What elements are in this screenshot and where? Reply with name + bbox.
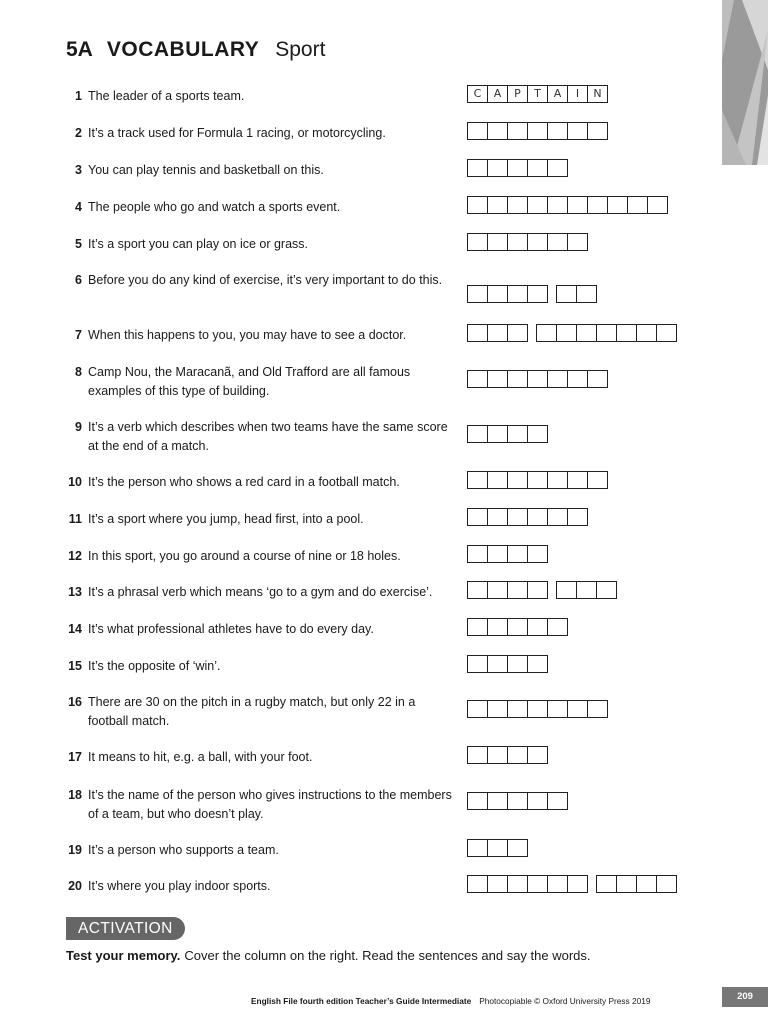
letter-box[interactable] xyxy=(547,875,568,893)
letter-box[interactable] xyxy=(587,370,608,388)
answer-word xyxy=(467,85,608,103)
answer-word xyxy=(467,425,548,443)
letter-box[interactable] xyxy=(527,875,548,893)
item-number: 3 xyxy=(75,163,82,177)
letter-box[interactable] xyxy=(487,196,508,214)
letter-box[interactable] xyxy=(527,581,548,599)
letter-box[interactable] xyxy=(487,746,508,764)
answer-boxes xyxy=(467,85,616,103)
answer-boxes xyxy=(467,324,685,342)
letter-box[interactable] xyxy=(467,655,488,673)
footer-copyright: Photocopiable © Oxford University Press 2019 xyxy=(479,996,651,1006)
letter-box[interactable] xyxy=(616,875,637,893)
clue-text: You can play tennis and basketball on this. xyxy=(88,163,324,177)
clue-text: It’s a sport where you jump, head first, into a pool. xyxy=(88,512,364,526)
letter-box[interactable] xyxy=(527,508,548,526)
letter-box[interactable] xyxy=(467,233,488,251)
letter-box[interactable] xyxy=(556,324,577,342)
letter-box[interactable] xyxy=(507,285,528,303)
answer-boxes xyxy=(467,545,556,563)
activation-instruction-text: Cover the column on the right. Read the sentences and say the words. xyxy=(184,948,591,963)
letter-box[interactable] xyxy=(576,581,597,599)
letter-box[interactable] xyxy=(567,700,588,718)
letter-box[interactable] xyxy=(567,370,588,388)
letter-box[interactable] xyxy=(656,324,677,342)
clue-text: It’s a sport you can play on ice or grass. xyxy=(88,237,309,251)
letter-box[interactable] xyxy=(487,581,508,599)
answer-boxes xyxy=(467,233,596,251)
clue-text: It’s where you play indoor sports. xyxy=(88,879,271,893)
clue-text: Camp Nou, the Maracanã, and Old Trafford are all famous examples of this type of building. xyxy=(88,365,411,398)
letter-box[interactable] xyxy=(487,122,508,140)
letter-box[interactable] xyxy=(487,159,508,177)
letter-box[interactable] xyxy=(527,285,548,303)
letter-box[interactable] xyxy=(567,122,588,140)
letter-box[interactable] xyxy=(467,700,488,718)
letter-box[interactable] xyxy=(487,471,508,489)
letter-box[interactable] xyxy=(547,471,568,489)
answer-boxes xyxy=(467,655,556,673)
letter-box[interactable] xyxy=(587,122,608,140)
letter-box[interactable] xyxy=(507,655,528,673)
letter-box[interactable] xyxy=(567,508,588,526)
letter-box[interactable] xyxy=(567,233,588,251)
letter-box[interactable] xyxy=(587,700,608,718)
answer-boxes xyxy=(467,792,576,810)
letter-box[interactable] xyxy=(636,324,657,342)
item-number: 16 xyxy=(68,695,82,709)
answer-word xyxy=(467,875,588,893)
footer-book-title: English File fourth edition Teacher’s Guide Intermediate xyxy=(251,996,472,1006)
letter-box[interactable] xyxy=(527,159,548,177)
letter-box[interactable] xyxy=(587,196,608,214)
letter-box[interactable] xyxy=(616,324,637,342)
letter-box[interactable] xyxy=(467,581,488,599)
answer-boxes xyxy=(467,370,616,388)
letter-box[interactable] xyxy=(627,196,648,214)
answer-boxes xyxy=(467,700,616,718)
item-number: 19 xyxy=(68,843,82,857)
letter-box[interactable] xyxy=(596,581,617,599)
letter-box[interactable] xyxy=(527,618,548,636)
answer-word xyxy=(556,581,617,599)
letter-box[interactable] xyxy=(587,471,608,489)
letter-box[interactable] xyxy=(596,324,617,342)
letter-box[interactable] xyxy=(507,792,528,810)
clue-text: It’s the opposite of ‘win’. xyxy=(88,659,221,673)
letter-box[interactable] xyxy=(576,285,597,303)
letter-box[interactable] xyxy=(547,122,568,140)
letter-box[interactable]: A xyxy=(487,85,508,103)
answer-word xyxy=(467,839,528,857)
letter-box[interactable] xyxy=(556,285,577,303)
letter-box[interactable] xyxy=(636,875,657,893)
letter-box[interactable] xyxy=(567,875,588,893)
answer-word xyxy=(467,700,608,718)
letter-box[interactable] xyxy=(507,324,528,342)
clue-text: It’s a track used for Formula 1 racing, or motorcycling. xyxy=(88,126,386,140)
item-number: 18 xyxy=(68,788,82,802)
clue-text: It’s the person who shows a red card in a football match. xyxy=(88,475,400,489)
letter-box[interactable] xyxy=(547,233,568,251)
answer-word xyxy=(467,655,548,673)
decorative-rays-graphic xyxy=(722,0,768,165)
activation-instructions xyxy=(66,947,591,965)
letter-box[interactable] xyxy=(547,159,568,177)
item-number: 2 xyxy=(75,126,82,140)
letter-box[interactable] xyxy=(527,792,548,810)
item-number: 9 xyxy=(75,420,82,434)
clue-text: It’s what professional athletes have to do every day. xyxy=(88,622,374,636)
letter-box[interactable] xyxy=(527,370,548,388)
answer-word xyxy=(467,122,608,140)
letter-box[interactable] xyxy=(487,233,508,251)
item-number: 13 xyxy=(68,585,82,599)
letter-box[interactable] xyxy=(467,545,488,563)
letter-box[interactable] xyxy=(507,370,528,388)
answer-word xyxy=(596,875,677,893)
answer-word xyxy=(467,508,588,526)
letter-box[interactable] xyxy=(527,700,548,718)
letter-box[interactable] xyxy=(607,196,628,214)
letter-box[interactable] xyxy=(487,618,508,636)
item-number: 7 xyxy=(75,328,82,342)
letter-box[interactable] xyxy=(487,285,508,303)
answer-boxes xyxy=(467,618,576,636)
section-code: 5A xyxy=(66,38,93,61)
letter-box[interactable]: N xyxy=(587,85,608,103)
answer-boxes xyxy=(467,508,596,526)
letter-box[interactable] xyxy=(567,196,588,214)
letter-box[interactable] xyxy=(507,700,528,718)
answer-boxes xyxy=(467,285,605,303)
activation-badge: ACTIVATION xyxy=(66,917,185,940)
letter-box[interactable] xyxy=(507,196,528,214)
letter-box[interactable] xyxy=(487,792,508,810)
letter-box[interactable] xyxy=(507,746,528,764)
activation-instruction-bold: Test your memory. xyxy=(66,948,181,963)
letter-box[interactable] xyxy=(547,196,568,214)
item-number: 20 xyxy=(68,879,82,893)
clue-text: It’s the name of the person who gives instructions to the members of a team, but who doesn’t play. xyxy=(88,788,452,821)
letter-box[interactable] xyxy=(467,285,488,303)
answer-word xyxy=(467,618,568,636)
letter-box[interactable] xyxy=(487,425,508,443)
answer-word xyxy=(556,285,597,303)
letter-box[interactable] xyxy=(507,233,528,251)
letter-box[interactable] xyxy=(547,370,568,388)
answer-word xyxy=(467,792,568,810)
answer-word xyxy=(467,159,568,177)
answer-boxes xyxy=(467,425,556,443)
letter-box[interactable] xyxy=(467,792,488,810)
letter-box[interactable] xyxy=(487,655,508,673)
letter-box[interactable] xyxy=(467,159,488,177)
item-number: 6 xyxy=(75,273,82,287)
letter-box[interactable] xyxy=(467,839,488,857)
letter-box[interactable] xyxy=(487,839,508,857)
letter-box[interactable] xyxy=(507,425,528,443)
letter-box[interactable] xyxy=(556,581,577,599)
letter-box[interactable] xyxy=(507,618,528,636)
letter-box[interactable]: P xyxy=(507,85,528,103)
letter-box[interactable] xyxy=(647,196,668,214)
section-title: VOCABULARY xyxy=(106,38,260,61)
letter-box[interactable]: C xyxy=(467,85,488,103)
item-number: 4 xyxy=(75,200,82,214)
letter-box[interactable] xyxy=(507,508,528,526)
letter-box[interactable] xyxy=(547,700,568,718)
letter-box[interactable] xyxy=(467,122,488,140)
letter-box[interactable] xyxy=(467,370,488,388)
letter-box[interactable] xyxy=(527,545,548,563)
clue-text: It’s a phrasal verb which means ‘go to a gym and do exercise’. xyxy=(88,585,433,599)
footer xyxy=(251,996,650,1006)
answer-boxes xyxy=(467,196,676,214)
letter-box[interactable] xyxy=(467,618,488,636)
letter-box[interactable] xyxy=(527,233,548,251)
page-number: 209 xyxy=(722,987,768,1007)
letter-box[interactable] xyxy=(567,471,588,489)
answer-boxes xyxy=(467,159,576,177)
letter-box[interactable] xyxy=(507,159,528,177)
answer-word xyxy=(467,196,668,214)
letter-box[interactable] xyxy=(507,839,528,857)
letter-box[interactable] xyxy=(507,122,528,140)
letter-box[interactable] xyxy=(467,875,488,893)
letter-box[interactable] xyxy=(596,875,617,893)
answer-word xyxy=(536,324,677,342)
letter-box[interactable] xyxy=(467,508,488,526)
letter-box[interactable] xyxy=(576,324,597,342)
answer-word xyxy=(467,471,608,489)
letter-box[interactable] xyxy=(547,792,568,810)
answer-word xyxy=(467,324,528,342)
letter-box[interactable] xyxy=(527,471,548,489)
item-number: 12 xyxy=(68,549,82,563)
letter-box[interactable]: A xyxy=(547,85,568,103)
item-number: 10 xyxy=(68,475,82,489)
letter-box[interactable] xyxy=(487,875,508,893)
letter-box[interactable] xyxy=(656,875,677,893)
letter-box[interactable] xyxy=(487,508,508,526)
letter-box[interactable] xyxy=(467,425,488,443)
item-number: 5 xyxy=(75,237,82,251)
letter-box[interactable] xyxy=(467,746,488,764)
letter-box[interactable] xyxy=(487,700,508,718)
letter-box[interactable] xyxy=(507,545,528,563)
answer-word xyxy=(467,285,548,303)
letter-box[interactable] xyxy=(507,875,528,893)
clue-text: There are 30 on the pitch in a rugby match, but only 22 in a football match. xyxy=(88,695,416,728)
clue-text: It’s a verb which describes when two teams have the same score at the end of a match. xyxy=(88,420,448,453)
letter-box[interactable] xyxy=(527,122,548,140)
section-topic: Sport xyxy=(275,38,326,61)
letter-box[interactable] xyxy=(467,324,488,342)
letter-box[interactable] xyxy=(467,471,488,489)
letter-box[interactable]: I xyxy=(567,85,588,103)
letter-box[interactable] xyxy=(507,581,528,599)
clue-text: Before you do any kind of exercise, it’s very important to do this. xyxy=(88,273,443,287)
item-number: 17 xyxy=(68,750,82,764)
answer-boxes xyxy=(467,746,556,764)
clue-text: It means to hit, e.g. a ball, with your foot. xyxy=(88,750,313,764)
clue-text: The people who go and watch a sports event. xyxy=(88,200,341,214)
answer-boxes xyxy=(467,839,536,857)
clue-text: In this sport, you go around a course of nine or 18 holes. xyxy=(88,549,401,563)
letter-box[interactable] xyxy=(527,746,548,764)
letter-box[interactable] xyxy=(487,545,508,563)
answer-boxes xyxy=(467,875,685,893)
letter-box[interactable] xyxy=(527,425,548,443)
item-number: 1 xyxy=(75,89,82,103)
clue-text: It’s a person who supports a team. xyxy=(88,843,279,857)
answer-word xyxy=(467,581,548,599)
letter-box[interactable] xyxy=(487,370,508,388)
letter-box[interactable] xyxy=(467,196,488,214)
answer-word xyxy=(467,370,608,388)
answer-word xyxy=(467,545,548,563)
item-number: 11 xyxy=(68,512,82,526)
page-title xyxy=(66,36,325,64)
letter-box[interactable] xyxy=(527,196,548,214)
letter-box[interactable] xyxy=(547,508,568,526)
answer-boxes xyxy=(467,471,616,489)
item-number: 15 xyxy=(68,659,82,673)
letter-box[interactable] xyxy=(507,471,528,489)
clue-text: The leader of a sports team. xyxy=(88,89,245,103)
answer-boxes xyxy=(467,122,616,140)
item-number: 14 xyxy=(68,622,82,636)
clue-text: When this happens to you, you may have to see a doctor. xyxy=(88,328,407,342)
answer-word xyxy=(467,233,588,251)
item-number: 8 xyxy=(75,365,82,379)
letter-box[interactable] xyxy=(487,324,508,342)
answer-boxes xyxy=(467,581,625,599)
letter-box[interactable]: T xyxy=(527,85,548,103)
letter-box[interactable] xyxy=(536,324,557,342)
letter-box[interactable] xyxy=(527,655,548,673)
letter-box[interactable] xyxy=(547,618,568,636)
answer-word xyxy=(467,746,548,764)
